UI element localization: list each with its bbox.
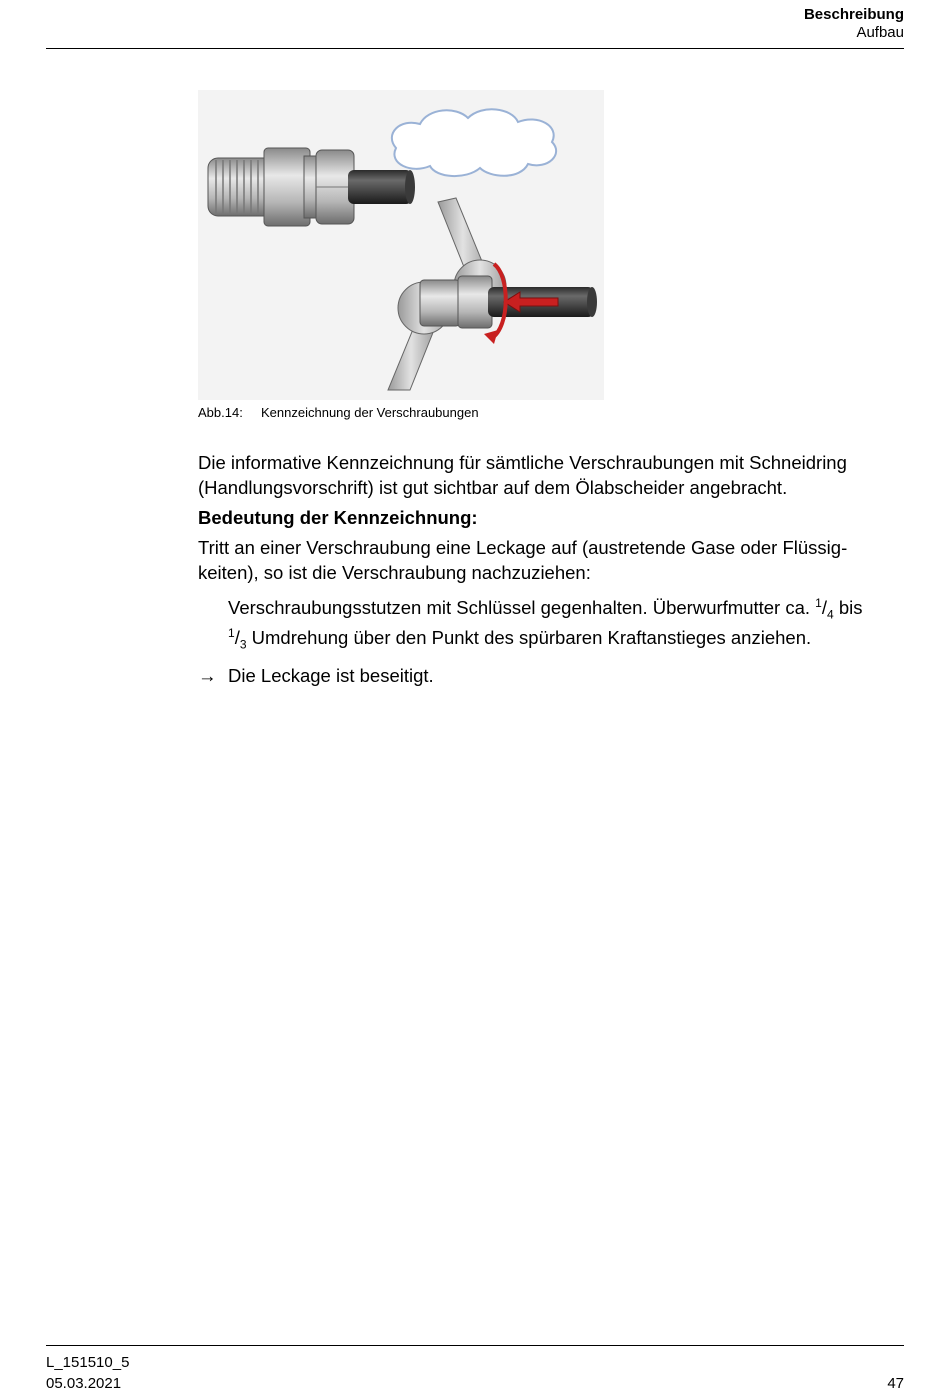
intro-paragraph: Die informative Kennzeichnung für sämtliche Verschraubungen mit Schneidring (Handlungsvorschrift) ist gut sichtbar auf dem Ölabscheider angebracht.: [198, 452, 847, 498]
step-text-1: Verschraubungsstutzen mit Schlüssel gegenhalten. Überwurfmutter ca.: [228, 597, 811, 618]
header-subsection-title: Aufbau: [856, 24, 904, 41]
figure-caption: [198, 405, 479, 420]
instruction-step: Verschraubungsstutzen mit Schlüssel gegenhalten. Überwurfmutter ca. $^1/_4$ bis $^1/_3$ Umdrehung über den Punkt des spürbaren Kraftanstieges anziehen.: [228, 595, 863, 652]
result-text: Die Leckage ist beseitigt.: [228, 665, 434, 686]
fraction-2-denominator: 3: [239, 637, 247, 652]
page-number: 47: [887, 1375, 904, 1392]
result-line: [198, 663, 434, 688]
fraction-2-numerator: 1: [228, 625, 235, 640]
footer-date: 05.03.2021: [46, 1375, 122, 1392]
figure-illustration: [198, 90, 604, 400]
header-section-title: Beschreibung: [803, 6, 904, 23]
section-heading: Bedeutung der Kennzeichnung:: [198, 507, 478, 528]
leak-paragraph: Tritt an einer Verschraubung eine Leckage auf (austretende Gase oder Flüssig-keiten), so ist die Verschraubung nachzuziehen:: [198, 537, 848, 583]
fraction-1-numerator: 1: [815, 595, 822, 610]
cloud-shape: [392, 109, 556, 176]
header-rule: [46, 48, 904, 49]
result-arrow-icon: →: [198, 665, 217, 686]
fraction-1-denominator: 4: [827, 607, 834, 622]
figure-label: Abb.14:: [198, 405, 243, 420]
figure-caption-text: Kennzeichnung der Verschraubungen: [261, 405, 479, 420]
footer-rule: [46, 1345, 904, 1346]
step-bis: bis: [838, 597, 863, 618]
step-text-2: Umdrehung über den Punkt des spürbaren Kraftanstieges anziehen.: [251, 627, 812, 648]
footer-doc-id: L_151510_5: [46, 1354, 130, 1371]
